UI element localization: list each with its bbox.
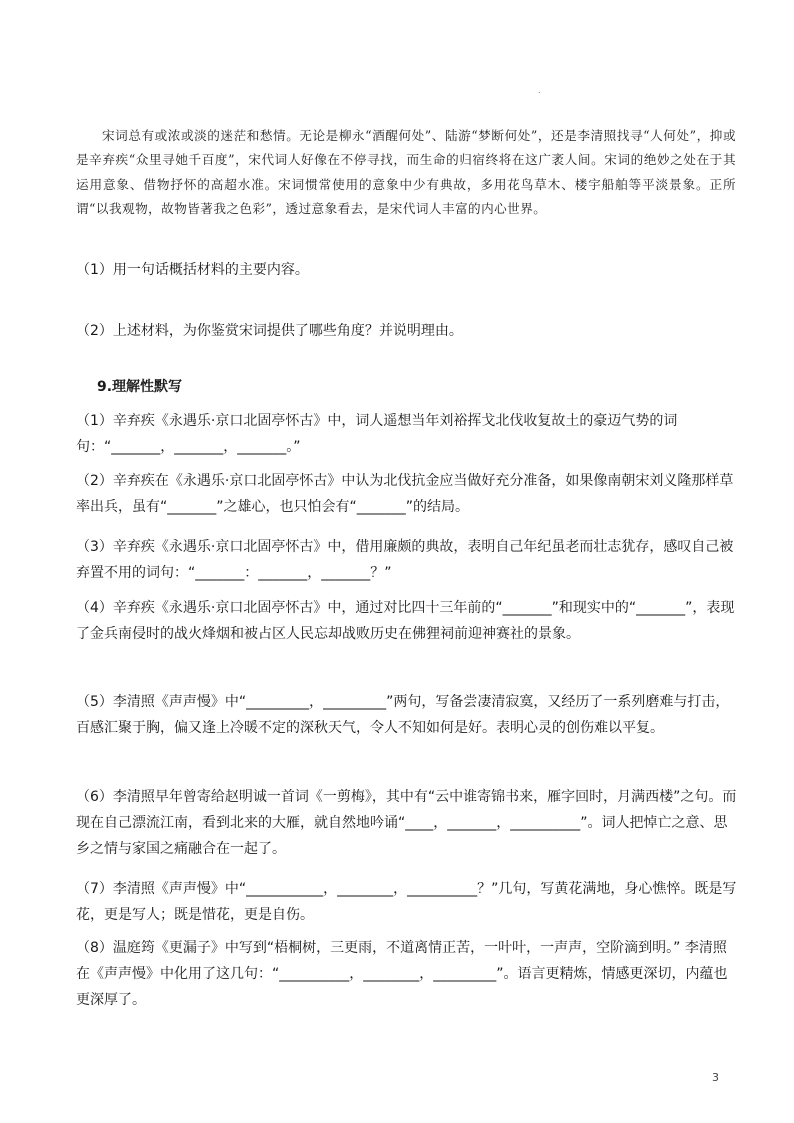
dictation-item-2: （2）辛弃疾在《永遇乐·京口北固亭怀古》中认为北伐抗金应当做好充分准备，如果像南朝宋刘义隆那样草率出兵，虽有“_______”之雄心，也只怕会有“_______”的结局。 xyxy=(76,473,734,515)
reading-passage xyxy=(76,124,736,221)
question-2: （2）上述材料，为你鉴赏宋词提供了哪些角度？并说明理由。 xyxy=(76,323,463,339)
dictation-item-7: （7）李清照《声声慢》中“___________，________，__________？”几句，写黄花满地，身心憔悴。既是写花，更是写人；既是惜花，更是自伤。 xyxy=(76,881,737,923)
question-1: （1）用一句话概括材料的主要内容。 xyxy=(76,262,309,278)
dictation-item-8: （8）温庭筠《更漏子》中写到“梧桐树，三更雨，不道离情正苦，一叶叶，一声声，空阶滴到明。” 李清照在《声声慢》中化用了这几句：“__________，________，_________”。语言更精炼，情感更深切，内蕴也更深厚了。 xyxy=(76,940,728,1008)
dictation-item-1: （1）辛弃疾《永遇乐·京口北固亭怀古》中，词人遥想当年刘裕挥戈北伐收复故土的豪迈气势的词句：“_______，_______，_______。” xyxy=(76,413,678,455)
stray-mark: . xyxy=(538,86,541,95)
section-title: 9.理解性默写 xyxy=(97,379,183,395)
dictation-item-6: （6）李清照早年曾寄给赵明诚一首词《一剪梅》，其中有“云中谁寄锦书来，雁字回时，月满西楼”之句。而现在自己漂流江南，看到北来的大雁，就自然地吟诵“____，_______，__________”。词人把悼亡之意、思乡之情与家国之痛融合在一起了。 xyxy=(76,789,737,857)
dictation-item-4: （4）辛弃疾《永遇乐·京口北固亭怀古》中，通过对比四十三年前的“_______”和现实中的“_______”，表现了金兵南侵时的战火烽烟和被占区人民忘却战败历史在佛狸祠前迎神赛社的景象。 xyxy=(76,600,735,642)
passage-text: 宋词总有或浓或淡的迷茫和愁情。无论是柳永“酒醒何处”、陆游“梦断何处”，还是李清照找寻“人何处”，抑或是辛弃疾“众里寻她千百度”，宋代词人好像在不停寻找，而生命的归宿终将在这广袤人间。宋词的绝妙之处在于其运用意象、借物抒怀的高超水准。宋词惯常使用的意象中少有典故，多用花鸟草木、楼宇船舶等平淡景象。正所谓“以我观物，故物皆著我之色彩”，透过意象看去，是宋代词人丰富的内心世界。 xyxy=(76,128,736,216)
page-number: 3 xyxy=(712,1071,719,1084)
dictation-item-5: （5）李清照《声声慢》中“_________，_________”两句，写备尝凄清寂寞，又经历了一系列磨难与打击，百感汇聚于胸，偏又逢上冷暖不定的深秋天气，令人不知如何是好。表明心灵的创伤难以平复。 xyxy=(76,694,730,736)
dictation-item-3: （3）辛弃疾《永遇乐·京口北固亭怀古》中，借用廉颇的典故，表明自己年纪虽老而壮志犹存，感叹自己被弃置不用的词句：“_______：_______，_______？” xyxy=(76,539,734,581)
